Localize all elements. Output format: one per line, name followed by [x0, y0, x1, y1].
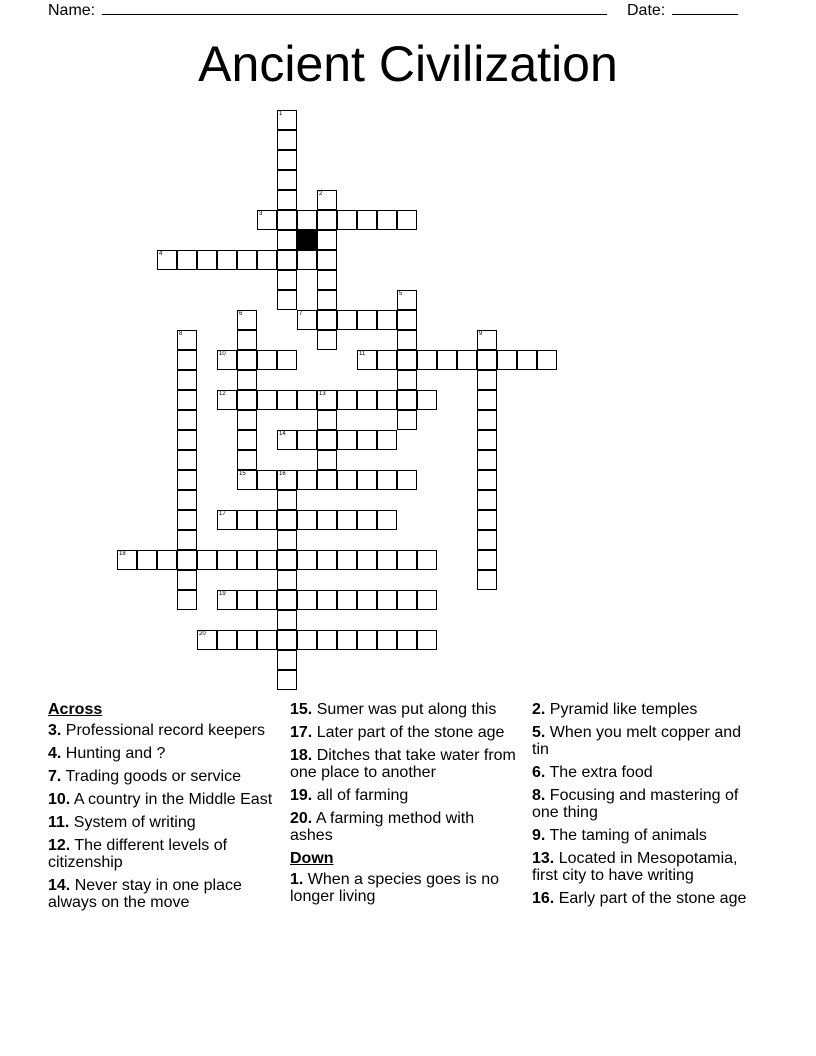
grid-cell[interactable]: [357, 550, 377, 570]
clue-num: 20.: [290, 810, 313, 827]
grid-cell[interactable]: [317, 390, 337, 410]
grid-cell[interactable]: [117, 550, 137, 570]
grid-cell[interactable]: [377, 470, 397, 490]
clue-num: 3.: [48, 722, 62, 739]
grid-cell[interactable]: [297, 550, 317, 570]
grid-cell[interactable]: [417, 390, 437, 410]
grid-cell[interactable]: [317, 470, 337, 490]
clue-item: [48, 791, 274, 808]
grid-cell[interactable]: [237, 390, 257, 410]
grid-cell[interactable]: [297, 590, 317, 610]
clue-item: [532, 764, 758, 781]
grid-cell[interactable]: [477, 530, 497, 550]
clue-text: The different levels of citizenship: [48, 837, 228, 871]
grid-cell[interactable]: [417, 550, 437, 570]
grid-cell[interactable]: [377, 350, 397, 370]
clue-number: 12: [219, 391, 226, 397]
grid-cell[interactable]: [177, 470, 197, 490]
grid-cell[interactable]: [297, 250, 317, 270]
grid-cell[interactable]: [397, 470, 417, 490]
grid-cell[interactable]: [417, 630, 437, 650]
grid-cell[interactable]: [217, 510, 237, 530]
grid-cell[interactable]: [177, 250, 197, 270]
grid-cell[interactable]: [317, 250, 337, 270]
clue-text: Hunting and ?: [61, 745, 166, 762]
grid-cell[interactable]: [397, 310, 417, 330]
grid-cell[interactable]: [217, 390, 237, 410]
grid-cell[interactable]: [277, 670, 297, 690]
grid-cell[interactable]: [237, 370, 257, 390]
clue-num: 13.: [532, 850, 555, 867]
clue-item: [532, 890, 758, 907]
grid-cell[interactable]: [177, 550, 197, 570]
clue-number: 9: [479, 331, 483, 337]
clue-num: 16.: [532, 890, 555, 907]
grid-cell[interactable]: [237, 350, 257, 370]
grid-cell[interactable]: [277, 190, 297, 210]
grid-cell[interactable]: [497, 350, 517, 370]
grid-cell[interactable]: [297, 510, 317, 530]
clue-item: [532, 701, 758, 718]
grid-cell[interactable]: [277, 130, 297, 150]
grid-cell[interactable]: [217, 550, 237, 570]
clue-number: 20: [199, 631, 206, 637]
section-heading: Down: [290, 850, 334, 867]
grid-cell[interactable]: [337, 390, 357, 410]
grid-cell[interactable]: [277, 530, 297, 550]
clue-text: Never stay in one place always on the move: [48, 877, 242, 911]
grid-cell[interactable]: [397, 370, 417, 390]
grid-cell[interactable]: [337, 550, 357, 570]
grid-cell[interactable]: [297, 630, 317, 650]
clue-text: When you melt copper and tin: [532, 724, 742, 758]
grid-cell[interactable]: [357, 430, 377, 450]
grid-cell[interactable]: [237, 590, 257, 610]
grid-cell[interactable]: [277, 590, 297, 610]
grid-cell[interactable]: [377, 430, 397, 450]
grid-cell[interactable]: [477, 490, 497, 510]
clue-number: 13: [319, 391, 326, 397]
grid-cell[interactable]: [477, 390, 497, 410]
grid-cell[interactable]: [237, 430, 257, 450]
clue-num: 11.: [48, 814, 70, 831]
grid-cell[interactable]: [277, 270, 297, 290]
grid-cell[interactable]: [477, 370, 497, 390]
grid-cell[interactable]: [377, 510, 397, 530]
clue-num: 10.: [48, 791, 71, 808]
grid-cell[interactable]: [357, 470, 377, 490]
grid-cell[interactable]: [357, 510, 377, 530]
clue-number: 19: [219, 591, 226, 597]
grid-cell[interactable]: [397, 630, 417, 650]
grid-cell[interactable]: [397, 590, 417, 610]
grid-cell[interactable]: [217, 590, 237, 610]
grid-cell[interactable]: [397, 390, 417, 410]
grid-cell[interactable]: [237, 250, 257, 270]
page-title: Ancient Civilization: [198, 36, 618, 92]
clue-num: 2.: [532, 701, 546, 718]
clue-num: 15.: [290, 701, 313, 718]
clue-item: [532, 850, 758, 884]
grid-cell[interactable]: [237, 630, 257, 650]
clue-text: Focusing and mastering of one thing: [532, 787, 739, 821]
grid-cell[interactable]: [237, 310, 257, 330]
grid-cell[interactable]: [197, 550, 217, 570]
clue-number: 16: [279, 471, 286, 477]
grid-cell[interactable]: [157, 550, 177, 570]
clue-number: 7: [299, 311, 303, 317]
grid-cell[interactable]: [257, 350, 277, 370]
grid-cell[interactable]: [317, 590, 337, 610]
grid-cell[interactable]: [317, 430, 337, 450]
clue-number: 5: [399, 291, 403, 297]
grid-cell[interactable]: [357, 310, 377, 330]
clue-number: 15: [239, 471, 246, 477]
grid-cell[interactable]: [337, 630, 357, 650]
clue-number: 17: [219, 511, 226, 517]
grid-cell[interactable]: [277, 510, 297, 530]
clue-number: 2: [319, 191, 323, 197]
clue-item: [48, 722, 274, 739]
clue-item: [290, 747, 516, 781]
clue-item: [532, 724, 758, 758]
clue-column-3: [532, 701, 758, 913]
grid-cell[interactable]: [377, 590, 397, 610]
grid-cell[interactable]: [457, 350, 477, 370]
clue-number: 4: [159, 251, 163, 257]
clue-num: 1.: [290, 871, 304, 888]
grid-cell[interactable]: [177, 590, 197, 610]
grid-cell[interactable]: [397, 410, 417, 430]
clue-item: [532, 787, 758, 821]
grid-cell[interactable]: [277, 470, 297, 490]
grid-cell[interactable]: [197, 630, 217, 650]
grid-cell[interactable]: [477, 350, 497, 370]
clue-item: [290, 724, 516, 741]
grid-cell[interactable]: [277, 350, 297, 370]
date-label: Date:: [627, 2, 666, 19]
grid-cell[interactable]: [317, 310, 337, 330]
clue-column-2: [290, 701, 516, 911]
grid-cell[interactable]: [477, 470, 497, 490]
grid-cell[interactable]: [517, 350, 537, 370]
grid-cell[interactable]: [257, 510, 277, 530]
clue-number: 14: [279, 431, 286, 437]
grid-cell[interactable]: [237, 330, 257, 350]
clue-text: The extra food: [545, 764, 653, 781]
clue-text: Ditches that take water from one place to another: [290, 747, 516, 781]
clue-item: [290, 810, 516, 844]
grid-cell[interactable]: [177, 350, 197, 370]
grid-cell[interactable]: [277, 390, 297, 410]
clue-num: 19.: [290, 787, 313, 804]
clue-item: [532, 827, 758, 844]
grid-cell[interactable]: [337, 510, 357, 530]
grid-cell[interactable]: [277, 570, 297, 590]
clue-item: [290, 871, 516, 905]
grid-cell[interactable]: [177, 370, 197, 390]
grid-cell[interactable]: [177, 410, 197, 430]
grid-cell[interactable]: [277, 230, 297, 250]
clue-number: 1: [279, 111, 283, 117]
clue-num: 8.: [532, 787, 546, 804]
grid-cell[interactable]: [477, 410, 497, 430]
grid-cell[interactable]: [397, 350, 417, 370]
grid-cell[interactable]: [357, 390, 377, 410]
grid-cell[interactable]: [217, 630, 237, 650]
clue-text: Located in Mesopotamia, first city to have writing: [532, 850, 738, 884]
grid-cell[interactable]: [237, 450, 257, 470]
grid-cell[interactable]: [337, 430, 357, 450]
clue-item: [290, 787, 516, 804]
grid-cell[interactable]: [317, 210, 337, 230]
clue-column-1: [48, 701, 274, 917]
grid-cell[interactable]: [297, 310, 317, 330]
clue-num: 4.: [48, 745, 62, 762]
grid-cell[interactable]: [357, 590, 377, 610]
clue-text: Sumer was put along this: [312, 701, 497, 718]
clue-text: Later part of the stone age: [312, 724, 505, 741]
grid-cell[interactable]: [297, 430, 317, 450]
grid-cell[interactable]: [317, 290, 337, 310]
grid-cell[interactable]: [277, 610, 297, 630]
grid-cell[interactable]: [277, 630, 297, 650]
grid-cell[interactable]: [397, 210, 417, 230]
grid-cell[interactable]: [397, 550, 417, 570]
grid-cell[interactable]: [317, 510, 337, 530]
grid-cell[interactable]: [317, 410, 337, 430]
grid-cell[interactable]: [377, 210, 397, 230]
grid-cell[interactable]: [317, 190, 337, 210]
grid-cell[interactable]: [257, 250, 277, 270]
grid-cell[interactable]: [477, 330, 497, 350]
grid-cell[interactable]: [217, 250, 237, 270]
grid-cell[interactable]: [237, 410, 257, 430]
clue-item: [48, 814, 274, 831]
grid-cell[interactable]: [277, 550, 297, 570]
clue-text: Trading goods or service: [61, 768, 241, 785]
grid-cell[interactable]: [377, 390, 397, 410]
grid-cell[interactable]: [377, 550, 397, 570]
grid-cell[interactable]: [477, 430, 497, 450]
grid-cell[interactable]: [137, 550, 157, 570]
clue-number: 10: [219, 351, 226, 357]
grid-cell[interactable]: [337, 590, 357, 610]
clue-num: 5.: [532, 724, 546, 741]
grid-cell[interactable]: [237, 510, 257, 530]
grid-cell[interactable]: [397, 290, 417, 310]
grid-cell[interactable]: [177, 450, 197, 470]
grid-cell[interactable]: [257, 590, 277, 610]
grid-cell[interactable]: [237, 550, 257, 570]
clue-number: 3: [259, 211, 263, 217]
grid-cell[interactable]: [317, 630, 337, 650]
grid-cell[interactable]: [277, 650, 297, 670]
grid-cell[interactable]: [337, 310, 357, 330]
clue-text: The taming of animals: [545, 827, 707, 844]
grid-cell[interactable]: [277, 250, 297, 270]
clue-text: When a species goes is no longer living: [290, 871, 500, 905]
grid-cell[interactable]: [257, 390, 277, 410]
grid-cell[interactable]: [257, 630, 277, 650]
grid-cell[interactable]: [397, 330, 417, 350]
clue-num: 7.: [48, 768, 62, 785]
clue-item: [48, 877, 274, 911]
grid-cell[interactable]: [357, 630, 377, 650]
clue-num: 12.: [48, 837, 71, 854]
grid-cell[interactable]: [477, 550, 497, 570]
grid-cell[interactable]: [337, 210, 357, 230]
section-heading: Across: [48, 701, 103, 718]
grid-cell[interactable]: [317, 550, 337, 570]
grid-cell[interactable]: [297, 390, 317, 410]
grid-cell[interactable]: [477, 570, 497, 590]
grid-cell[interactable]: [377, 310, 397, 330]
grid-cell[interactable]: [317, 230, 337, 250]
clue-text: A country in the Middle East: [70, 791, 273, 808]
grid-cell[interactable]: [177, 530, 197, 550]
grid-cell[interactable]: [217, 350, 237, 370]
grid-cell[interactable]: [277, 110, 297, 130]
clue-text: Early part of the stone age: [554, 890, 747, 907]
grid-cell[interactable]: [257, 470, 277, 490]
clue-number: 18: [119, 551, 126, 557]
clue-item: [290, 701, 516, 718]
grid-cell[interactable]: [277, 150, 297, 170]
clue-number: 11: [359, 351, 366, 357]
grid-cell[interactable]: [197, 250, 217, 270]
grid-cell[interactable]: [357, 210, 377, 230]
grid-cell[interactable]: [317, 450, 337, 470]
clue-text: all of farming: [312, 787, 409, 804]
clue-num: 17.: [290, 724, 313, 741]
grid-cell[interactable]: [417, 590, 437, 610]
grid-cell[interactable]: [257, 210, 277, 230]
grid-cell[interactable]: [177, 330, 197, 350]
clue-item: [48, 768, 274, 785]
clue-text: Professional record keepers: [61, 722, 265, 739]
grid-cell[interactable]: [277, 490, 297, 510]
grid-cell[interactable]: [297, 470, 317, 490]
clue-text: A farming method with ashes: [290, 810, 475, 844]
grid-cell[interactable]: [177, 490, 197, 510]
grid-cell[interactable]: [377, 630, 397, 650]
clue-text: Pyramid like temples: [545, 701, 698, 718]
grid-cell[interactable]: [277, 170, 297, 190]
grid-cell[interactable]: [177, 390, 197, 410]
grid-cell[interactable]: [317, 270, 337, 290]
grid-cell[interactable]: [437, 350, 457, 370]
clue-num: 18.: [290, 747, 313, 764]
grid-cell[interactable]: [237, 470, 257, 490]
grid-cell[interactable]: [277, 210, 297, 230]
clue-num: 6.: [532, 764, 546, 781]
grid-cell[interactable]: [317, 330, 337, 350]
black-cell: [297, 230, 317, 250]
grid-cell[interactable]: [177, 430, 197, 450]
grid-cell[interactable]: [277, 290, 297, 310]
clue-item: [48, 837, 274, 871]
grid-cell[interactable]: [337, 470, 357, 490]
grid-cell[interactable]: [157, 250, 177, 270]
grid-cell[interactable]: [277, 430, 297, 450]
grid-cell[interactable]: [417, 350, 437, 370]
grid-cell[interactable]: [357, 350, 377, 370]
grid-cell[interactable]: [257, 550, 277, 570]
clue-text: System of writing: [69, 814, 196, 831]
grid-cell[interactable]: [477, 450, 497, 470]
grid-cell[interactable]: [177, 570, 197, 590]
clue-number: 8: [179, 331, 183, 337]
clue-number: 6: [239, 311, 243, 317]
clue-num: 9.: [532, 827, 546, 844]
grid-cell[interactable]: [537, 350, 557, 370]
clue-item: [48, 745, 274, 762]
name-label: Name:: [48, 2, 96, 19]
grid-cell[interactable]: [177, 510, 197, 530]
clue-num: 14.: [48, 877, 71, 894]
grid-cell[interactable]: [297, 210, 317, 230]
grid-cell[interactable]: [477, 510, 497, 530]
